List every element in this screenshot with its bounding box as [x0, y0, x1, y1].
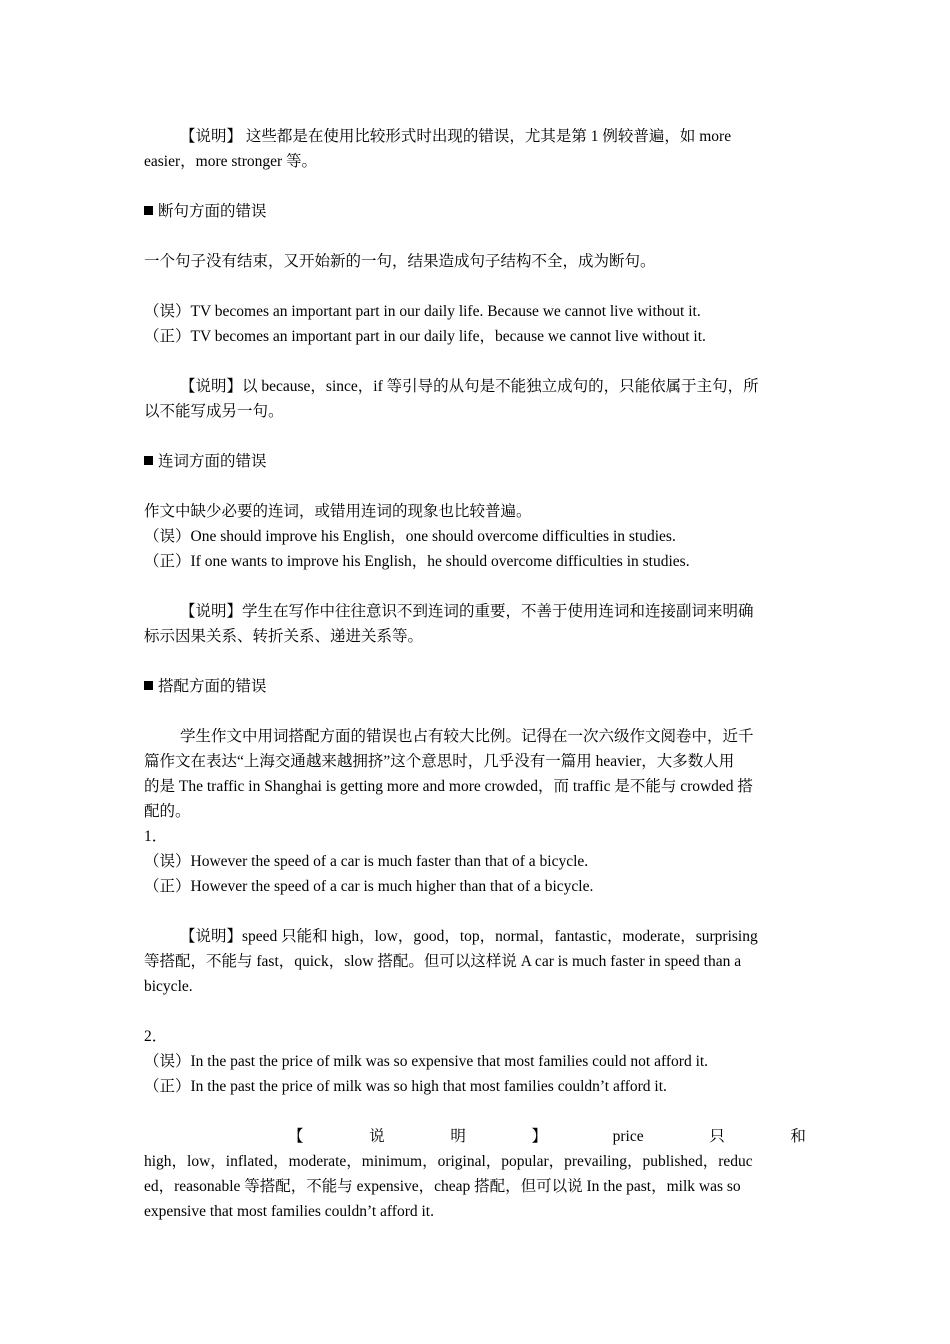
paragraph-collocation-intro-cont: 的是 The traffic in Shanghai is getting more and more crowded，而 traffic 是不能与 crowded 搭 — [144, 778, 753, 795]
example-right: （正）If one wants to improve his English，he should overcome difficulties in studies. — [144, 553, 690, 570]
note-paragraph-conjunction: 【说明】学生在写作中往往意识不到连词的重要，不善于使用连词和连接副词来明确 — [180, 603, 754, 620]
note-paragraph-conjunction-cont: 标示因果关系、转折关系、递进关系等。 — [144, 628, 424, 645]
paragraph-conjunction-intro: 作文中缺少必要的连词，或错用连词的现象也比较普遍。 — [144, 503, 532, 520]
example-right: （正）In the past the price of milk was so high that most families couldn’t afford it. — [144, 1078, 667, 1095]
note-paragraph-speed: 【说明】speed 只能和 high，low，good，top，normal，fantastic，moderate，surprising — [180, 928, 758, 945]
example-right: （正）TV becomes an important part in our daily life，because we cannot live without it. — [144, 328, 706, 345]
square-bullet-icon — [144, 206, 153, 215]
note-paragraph-price-spread: 【 说 明 】 price 只 和 — [288, 1128, 806, 1145]
note-paragraph-comparison-cont: easier，more stronger 等。 — [144, 153, 318, 170]
note-paragraph-speed-cont: 等搭配，不能与 fast，quick，slow 搭配。但可以这样说 A car is much faster in speed than a — [144, 953, 742, 970]
square-bullet-icon — [144, 681, 153, 690]
example-wrong: （误）However the speed of a car is much faster than that of a bicycle. — [144, 853, 589, 870]
note-paragraph-fragment-cont: 以不能写成另一句。 — [144, 403, 284, 420]
paragraph-collocation-intro-cont: 配的。 — [144, 803, 191, 820]
section-heading-fragment: 断句方面的错误 — [144, 199, 806, 224]
note-paragraph-price-cont: ed，reasonable 等搭配，不能与 expensive，cheap 搭配，但可以说 In the past，milk was so — [144, 1178, 741, 1195]
paragraph-collocation-intro: 学生作文中用词搭配方面的错误也占有较大比例。记得在一次六级作文阅卷中，近千 — [180, 728, 754, 745]
example-wrong: （误）In the past the price of milk was so expensive that most families could not afford it. — [144, 1053, 709, 1070]
paragraph-collocation-intro-cont: 篇作文在表达“上海交通越来越拥挤”这个意思时，几乎没有一篇用 heavier，大多数人用 — [144, 753, 735, 770]
note-paragraph-speed-cont: bicycle. — [144, 978, 193, 995]
example-wrong: （误）TV becomes an important part in our daily life. Because we cannot live without it. — [144, 303, 701, 320]
paragraph-fragment-intro: 一个句子没有结束，又开始新的一句，结果造成句子结构不全，成为断句。 — [144, 253, 656, 270]
note-paragraph-fragment: 【说明】以 because，since，if 等引导的从句是不能独立成句的，只能依属于主句，所 — [180, 378, 759, 395]
square-bullet-icon — [144, 456, 153, 465]
example-wrong: （误）One should improve his English，one should overcome difficulties in studies. — [144, 528, 676, 545]
example-number: 1． — [144, 828, 168, 845]
section-heading-conjunction: 连词方面的错误 — [144, 449, 806, 474]
note-paragraph-price-cont: expensive that most families couldn’t afford it. — [144, 1203, 434, 1220]
document-page — [144, 124, 806, 1224]
note-paragraph-comparison: 【说明】 这些都是在使用比较形式时出现的错误，尤其是第 1 例较普遍，如 more — [180, 128, 732, 145]
example-right: （正）However the speed of a car is much higher than that of a bicycle. — [144, 878, 594, 895]
section-heading-collocation: 搭配方面的错误 — [144, 674, 806, 699]
example-number: 2． — [144, 1028, 168, 1045]
note-paragraph-price-cont: high，low，inflated，moderate，minimum，original，popular，prevailing，published，reduc — [144, 1153, 753, 1170]
